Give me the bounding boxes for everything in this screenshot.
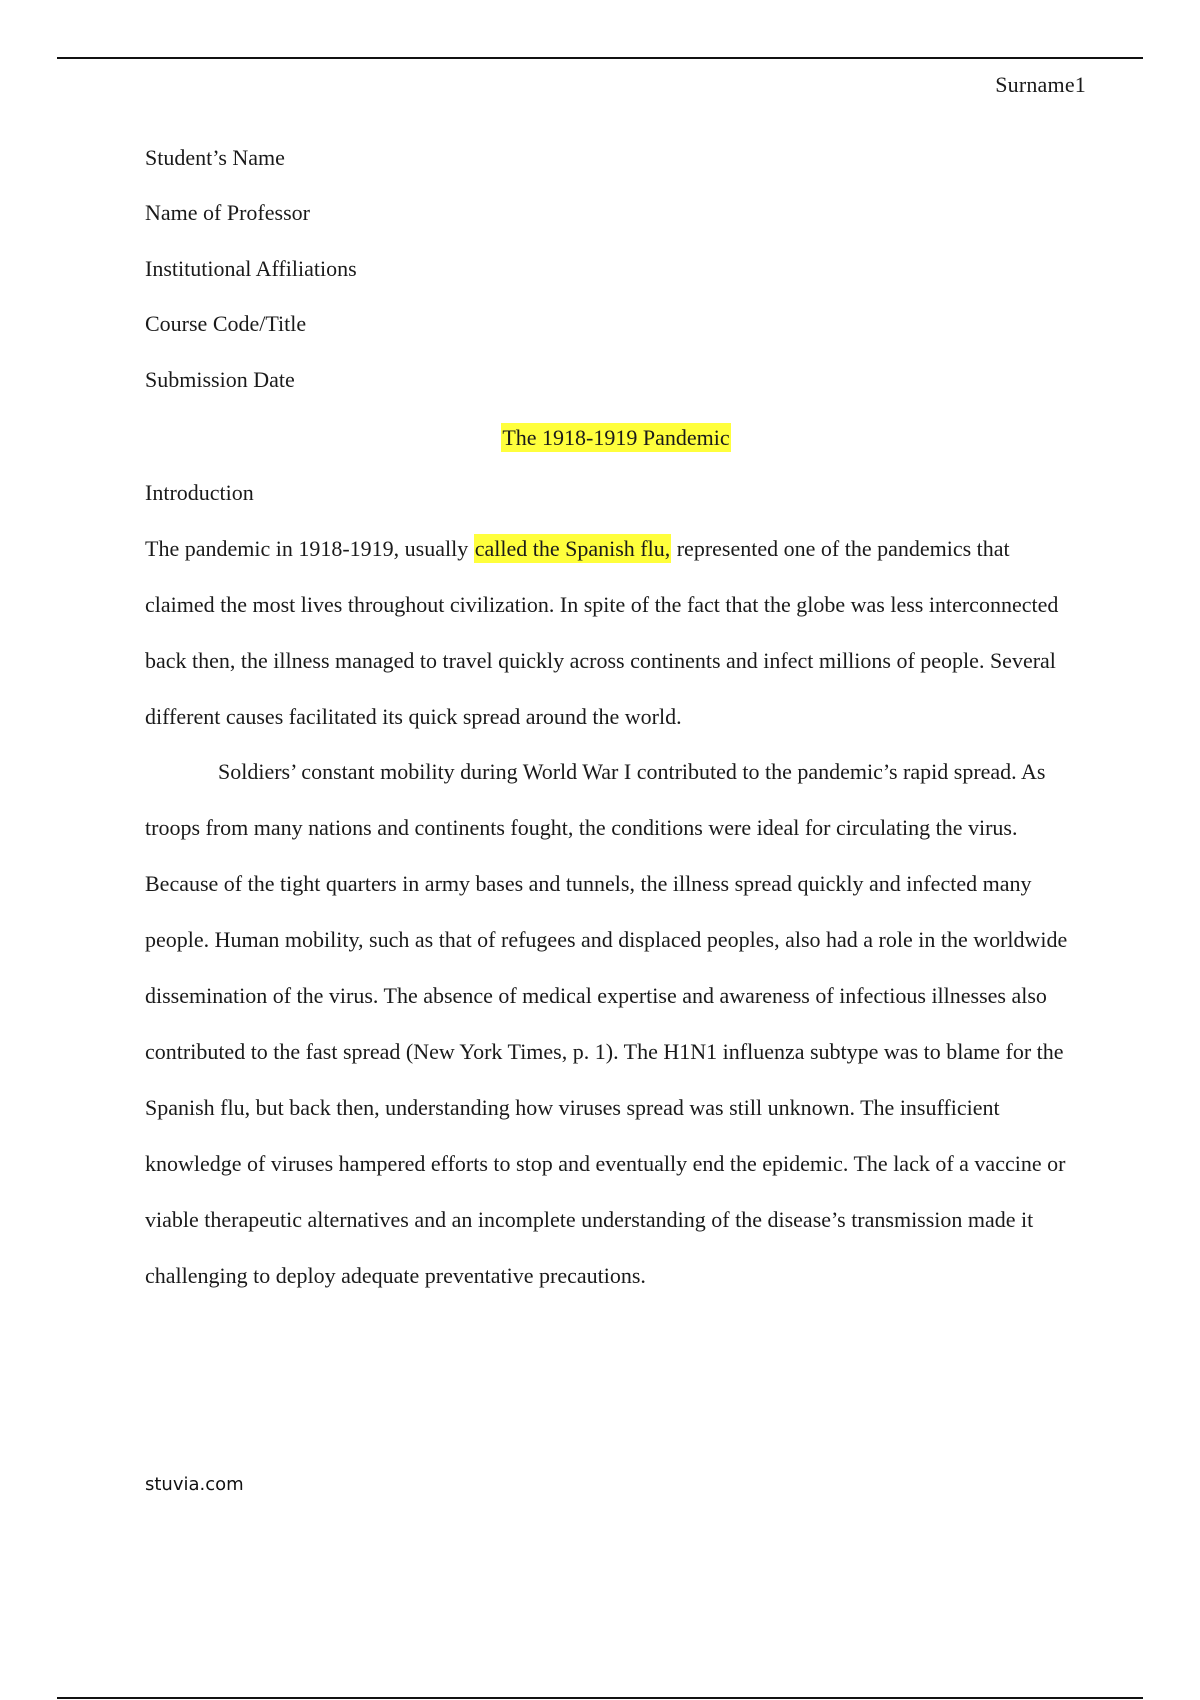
source-watermark: stuvia.com [145,1474,244,1495]
submission-date: Submission Date [145,367,295,392]
section-heading: Introduction [145,480,254,505]
highlighted-phrase: called the Spanish flu, [474,536,671,561]
running-head: Surname1 [995,72,1086,97]
institution: Institutional Affiliations [145,256,357,281]
paragraph1-text-start: The pandemic in 1918-1919, usually [145,536,474,561]
top-page-rule [57,57,1143,59]
paragraph-body: Soldiers’ constant mobility during World War I contributed to the pandemic’s rapid spread. As troops from many nations and continents fought, the conditions were ideal for circulating the virus. Because of the tight quarters in army bases and tunnels, the illness spread quickly and infected many people. Human mobility, such as that of refugees and displaced peoples, also had a role in the worldwide dissemination of the virus. The absence of medical expertise and awareness of infectious illnesses also contributed to the fast spread (New York Times, p. 1). The H1N1 influenza subtype was to blame for the Spanish flu, but back then, understanding how viruses spread was still unknown. The insufficient knowledge of viruses hampered efforts to stop and eventually end the epidemic. The lack of a vaccine or viable therapeutic alternatives and an incomplete understanding of the disease’s transmission made it challenging to deploy adequate preventative precautions. [145,759,1068,1288]
title-highlight: The 1918-1919 Pandemic [502,425,730,450]
professor-name: Name of Professor [145,200,310,225]
bottom-page-rule [57,1697,1143,1699]
course-title: Course Code/Title [145,311,307,336]
paragraph-introduction [145,521,1075,745]
student-name: Student’s Name [145,145,285,170]
essay-title [0,425,1200,451]
paragraph1-text-end: represented one of the pandemics that claimed the most lives throughout civilization. In spite of the fact that the globe was less interconnected back then, the illness managed to travel quickly across continents and infect millions of people. Several different causes facilitated its quick spread around the world. [145,536,1059,729]
